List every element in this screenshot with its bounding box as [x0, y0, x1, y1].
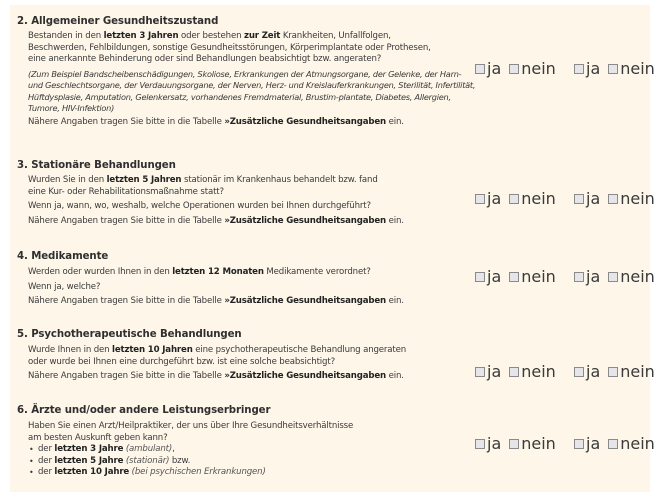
checkbox-box[interactable]: [574, 439, 584, 449]
section-body: [28, 31, 478, 132]
checkbox-box[interactable]: [475, 439, 485, 449]
answer-group-person-2: [574, 434, 655, 453]
checkbox-yes[interactable]: ja: [574, 362, 600, 381]
answer-group-person-1: [475, 59, 556, 78]
section-title: 2. Allgemeiner Gesundheitszustand: [17, 16, 219, 27]
checkbox-no[interactable]: nein: [509, 362, 556, 381]
section-body: [28, 421, 478, 479]
checkbox-no[interactable]: nein: [608, 362, 655, 381]
checkbox-box[interactable]: [574, 367, 584, 377]
checkbox-yes[interactable]: ja: [475, 59, 501, 78]
question-text: Wurden Sie in den letzten 5 Jahren stationär im Krankenhaus behandelt bzw. fand eine Kur- oder Rehabilitationsmaßnahme statt?: [28, 175, 378, 197]
answer-group-person-2: [574, 267, 655, 286]
section-title: 5. Psychotherapeutische Behandlungen: [17, 329, 242, 340]
question-text: Haben Sie einen Arzt/Heilpraktiker, der uns über Ihre Gesundheitsverhältnisse am besten Auskunft geben kann?: [28, 421, 354, 443]
question-text: Wurde Ihnen in den letzten 10 Jahren eine psychotherapeutische Behandlung angeraten oder wurde bei Ihnen eine durchgeführt bzw. ist eine solche beabsichtigt?: [28, 345, 407, 367]
checkbox-yes[interactable]: ja: [475, 362, 501, 381]
checkbox-no[interactable]: nein: [509, 434, 556, 453]
details-note: Nähere Angaben tragen Sie bitte in die Tabelle »Zusätzliche Gesundheitsangaben ein.: [28, 215, 404, 226]
checkbox-box[interactable]: [608, 367, 618, 377]
section-body: [28, 345, 478, 386]
answer-group-person-2: [574, 362, 655, 381]
checkbox-box[interactable]: [608, 64, 618, 74]
checkbox-no[interactable]: nein: [509, 59, 556, 78]
checkbox-box[interactable]: [509, 439, 519, 449]
checkbox-no[interactable]: nein: [509, 189, 556, 208]
list-item: • der letzten 3 Jahre (ambulant),: [28, 444, 478, 456]
followup-text: Wenn ja, wann, wo, weshalb, welche Operationen wurden bei Ihnen durchgeführt?: [28, 201, 371, 212]
period-list: [28, 444, 478, 479]
checkbox-no[interactable]: nein: [608, 189, 655, 208]
details-note: Nähere Angaben tragen Sie bitte in die Tabelle »Zusätzliche Gesundheitsangaben ein.: [28, 117, 404, 128]
checkbox-yes[interactable]: ja: [475, 189, 501, 208]
checkbox-box[interactable]: [475, 367, 485, 377]
checkbox-no[interactable]: nein: [608, 267, 655, 286]
health-questions-panel: [10, 5, 655, 492]
checkbox-box[interactable]: [509, 194, 519, 204]
checkbox-yes[interactable]: ja: [574, 59, 600, 78]
section-title: 6. Ärzte und/oder andere Leistungserbringer: [17, 405, 271, 416]
list-item: • der letzten 10 Jahre (bei psychischen Erkrankungen): [28, 467, 478, 479]
checkbox-box[interactable]: [509, 367, 519, 377]
checkbox-box[interactable]: [475, 64, 485, 74]
answer-group-person-2: [574, 59, 655, 78]
checkbox-box[interactable]: [509, 64, 519, 74]
details-note: Nähere Angaben tragen Sie bitte in die Tabelle »Zusätzliche Gesundheitsangaben ein.: [28, 371, 404, 382]
section-title: 4. Medikamente: [17, 251, 109, 262]
answer-group-person-1: [475, 189, 556, 208]
section-body: [28, 267, 478, 311]
checkbox-box[interactable]: [574, 64, 584, 74]
checkbox-no[interactable]: nein: [509, 267, 556, 286]
section-body: [28, 175, 478, 230]
answer-group-person-2: [574, 189, 655, 208]
answer-group-person-1: [475, 267, 556, 286]
details-note: Nähere Angaben tragen Sie bitte in die Tabelle »Zusätzliche Gesundheitsangaben ein.: [28, 296, 404, 307]
checkbox-box[interactable]: [608, 439, 618, 449]
list-item: • der letzten 5 Jahre (stationär) bzw.: [28, 456, 478, 468]
checkbox-box[interactable]: [475, 272, 485, 282]
checkbox-box[interactable]: [574, 194, 584, 204]
question-text: Werden oder wurden Ihnen in den letzten 12 Monaten Medikamente verordnet?: [28, 267, 371, 277]
section-title: 3. Stationäre Behandlungen: [17, 160, 176, 171]
checkbox-yes[interactable]: ja: [574, 434, 600, 453]
checkbox-yes[interactable]: ja: [475, 434, 501, 453]
checkbox-yes[interactable]: ja: [574, 267, 600, 286]
examples-text: (Zum Beispiel Bandscheibenschädigungen, Skoliose, Erkrankungen der Atmungsorgane, der Gelenke, der Harn- und Geschlechtsorgane, der Verdauungsorgane, der Nerven, Herz- und Kreislauferkrankungen, Sterilität, Infertilität, Hüftdysplasie, Amputation, Gelenkersatz, vorhandenes Fremdmaterial, Brustim-plantate, Diabetes, Allergien, Tumore, HIV-Infektion): [28, 68, 476, 113]
checkbox-box[interactable]: [574, 272, 584, 282]
checkbox-yes[interactable]: ja: [475, 267, 501, 286]
checkbox-no[interactable]: nein: [608, 59, 655, 78]
checkbox-box[interactable]: [608, 272, 618, 282]
question-text: Bestanden in den letzten 3 Jahren oder bestehen zur Zeit Krankheiten, Unfallfolgen, Beschwerden, Fehlbildungen, sonstige Gesundheitsstörungen, Körperimplantate oder Prothesen, eine anerkannte Behinderung oder sind Behandlungen beabsichtigt bzw. angeraten?: [28, 31, 431, 65]
checkbox-box[interactable]: [509, 272, 519, 282]
checkbox-no[interactable]: nein: [608, 434, 655, 453]
checkbox-box[interactable]: [475, 194, 485, 204]
followup-text: Wenn ja, welche?: [28, 281, 101, 292]
answer-group-person-1: [475, 434, 556, 453]
checkbox-box[interactable]: [608, 194, 618, 204]
checkbox-yes[interactable]: ja: [574, 189, 600, 208]
answer-group-person-1: [475, 362, 556, 381]
